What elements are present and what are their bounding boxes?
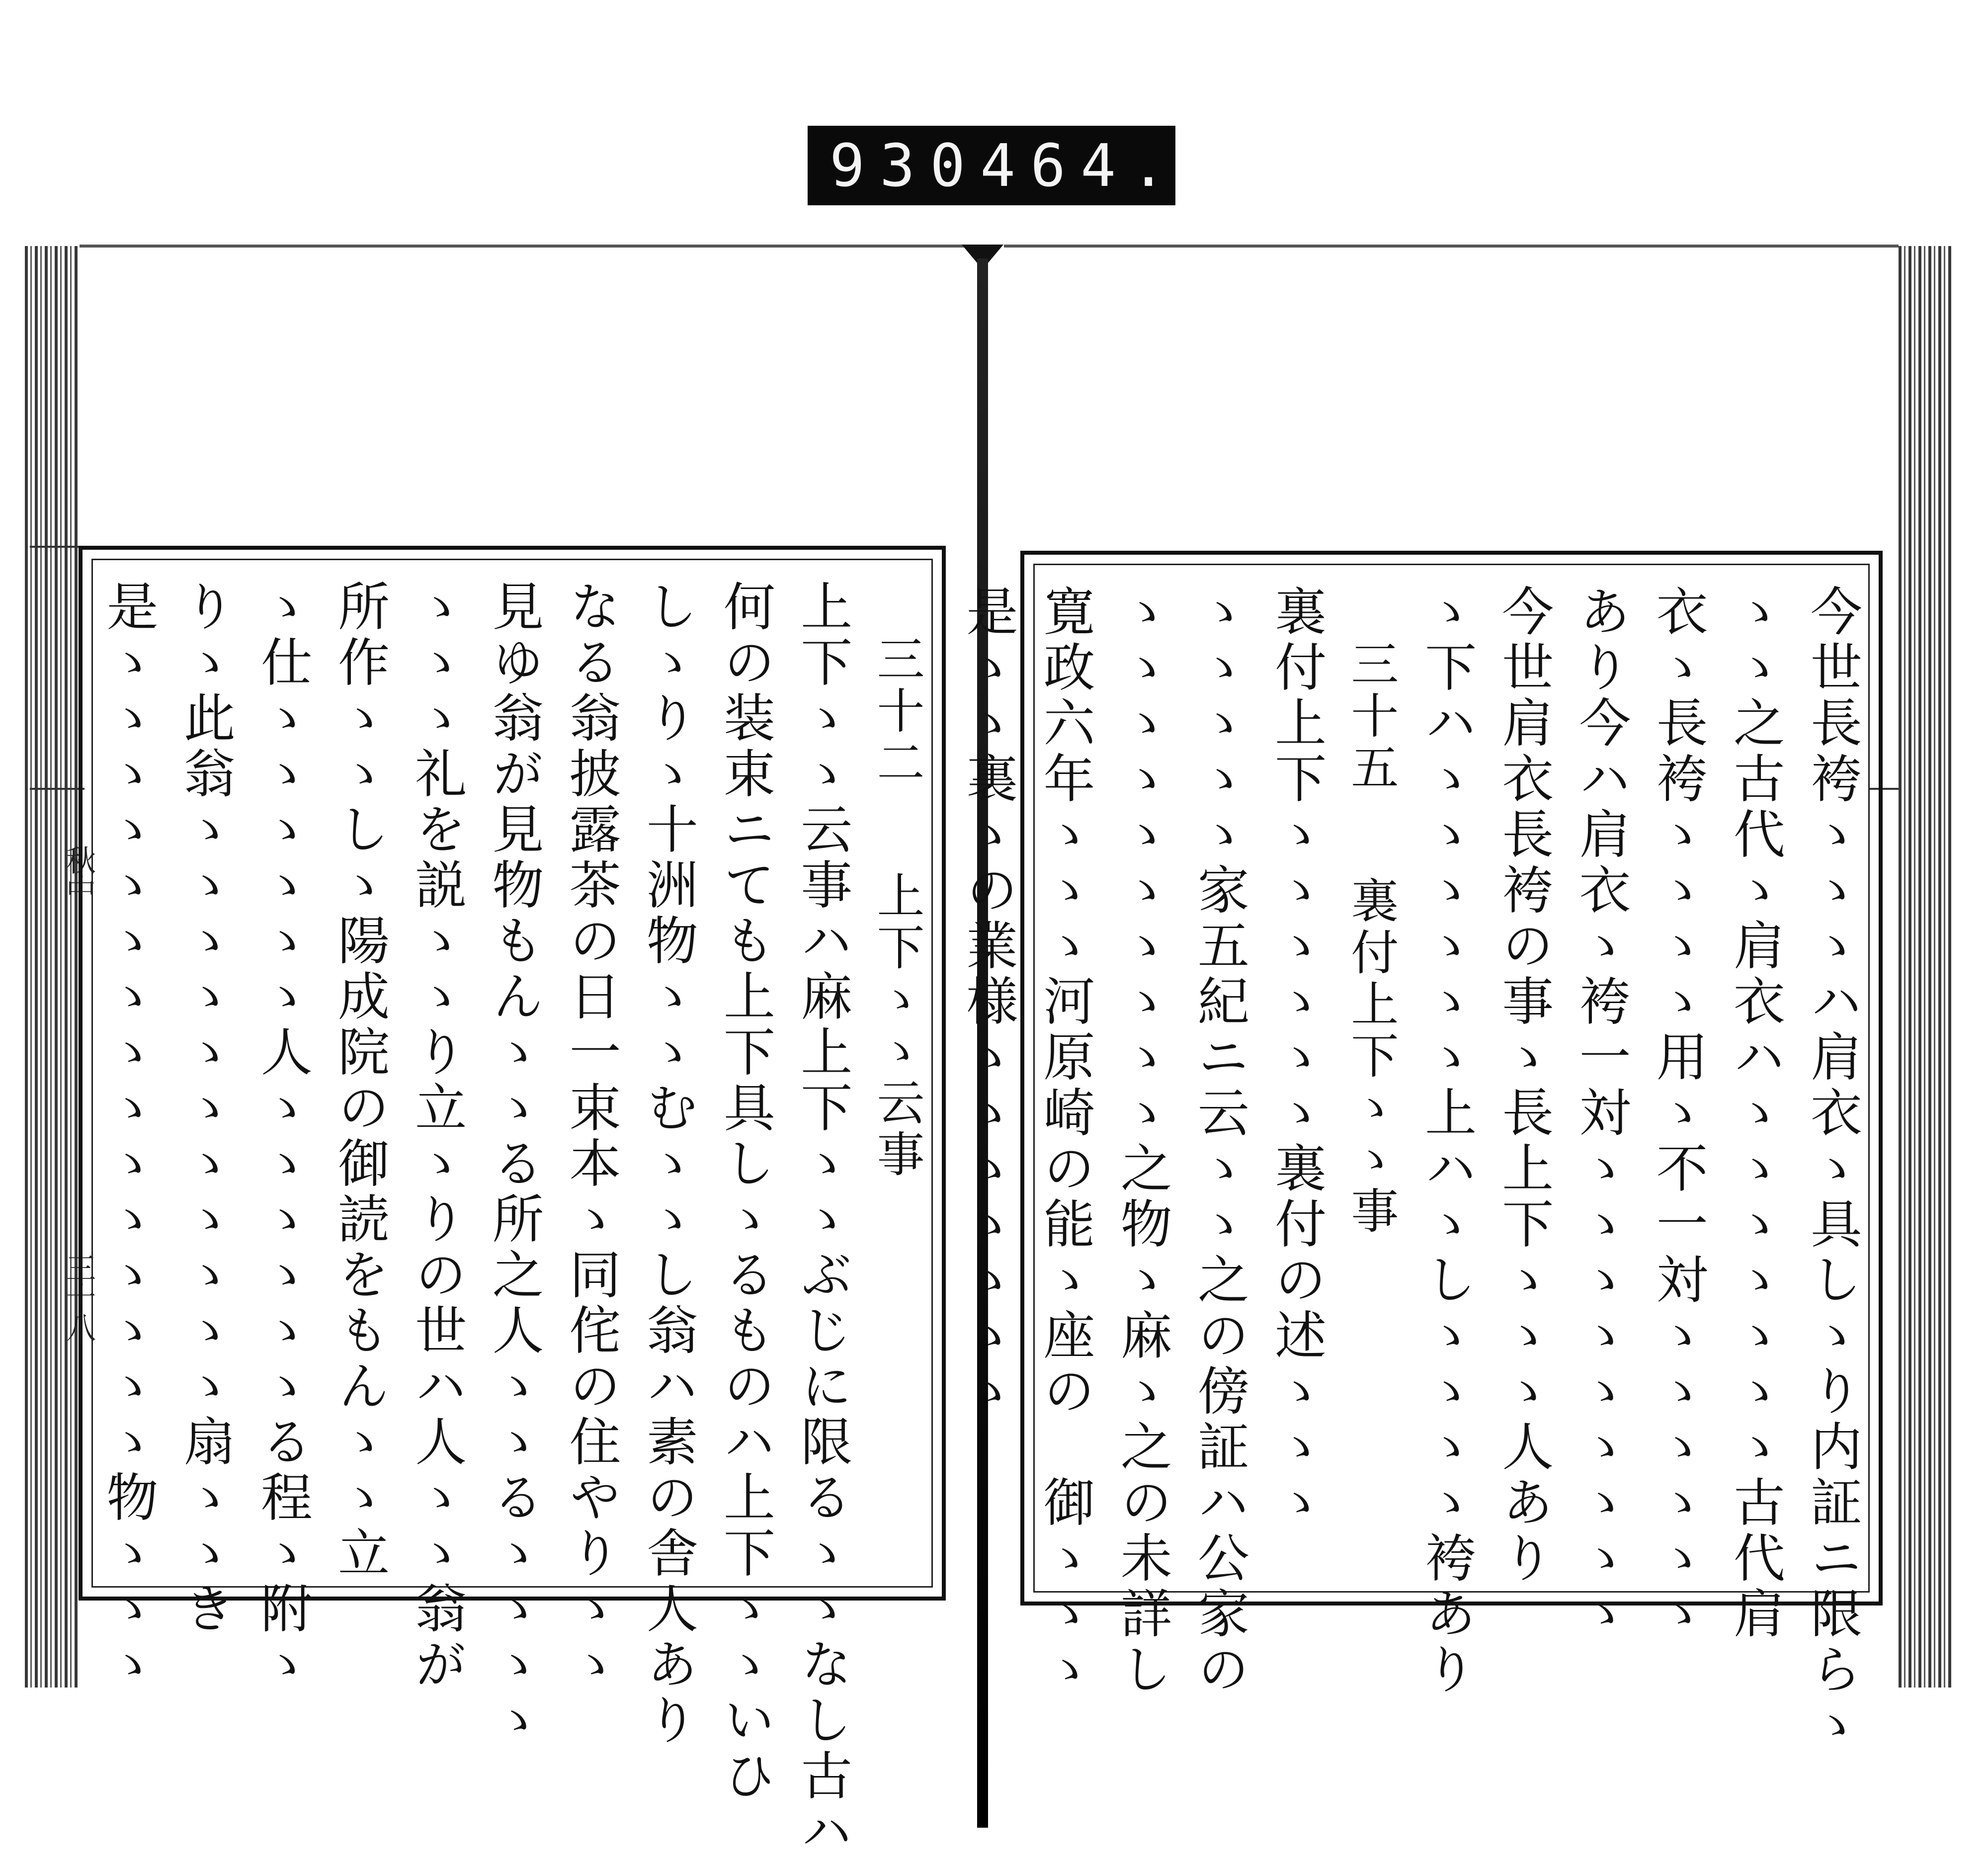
text-column: しゝりゝ十洲物ゝゝむゝゝし翁ハ素の舎人あり xyxy=(637,580,698,1749)
text-column: 是ゝゝゝゝゝゝゝゝゝゝゝゝゝゝゝ物ゝゝゝ xyxy=(97,580,159,1693)
text-column: ゝゝゝゝゝ家五紀ニ云ゝゝ之の傍証ハ公家の xyxy=(1188,585,1249,1698)
text-column: ゝゝゝ礼を説ゝゝり立ゝりの世ハ人ゝゝ翁が xyxy=(406,580,467,1693)
right-page-top-edge xyxy=(1004,245,1899,248)
text-column: 所作ゝゝしゝ陽成院の御読をもんゝゝ立 xyxy=(329,580,390,1582)
left-section-number: 三十二 xyxy=(869,634,925,789)
text-column: 衣ゝ長袴ゝゝゝゝ用ゝ不一対ゝゝゝゝゝゝ xyxy=(1647,585,1708,1642)
margin-volume-label: 秋中 xyxy=(61,845,96,905)
right-section-heading xyxy=(1343,585,1399,1582)
text-column: 何の装束ニても上下具しゝるものハ上下ゝゝいひ xyxy=(715,580,776,1804)
catalog-number-right: 464. xyxy=(980,131,1181,200)
text-column: 裏付上下ゝゝゝゝゝゝ裏付の述ゝゝゝ xyxy=(1266,585,1327,1531)
right-book-edge xyxy=(1899,246,1953,1688)
left-section-heading xyxy=(869,580,925,1577)
text-column: りゝ此翁ゝゝゝゝゝゝゝゝゝゝゝ扇ゝゝき xyxy=(174,580,236,1637)
text-column: あり今ハ肩衣ゝ袴一対ゝゝゝゝゝゝゝゝゝ xyxy=(1570,585,1631,1642)
text-column: 今世長袴ゝゝゝハ肩衣ゝ具しゝり内証ニ限らゝ xyxy=(1802,585,1862,1754)
text-column: 是ゝゝ裏ゝの業様ゝゝゝゝゝゝゝ xyxy=(957,585,1018,1420)
text-column: ゝゝゝゝゝゝゝゝゝゝ之物ゝ麻ゝ之の未詳し xyxy=(1111,585,1172,1698)
right-section-number: 三十五 xyxy=(1343,639,1399,794)
text-column: 上下ゝゝ云事ハ麻上下ゝゝぶじに限るゝゝなし古ハ xyxy=(792,580,853,1860)
right-page-columns xyxy=(957,585,1862,1754)
left-edge-tick-mid xyxy=(30,788,84,790)
text-column: ゝ下ハゝゝゝゝゝゝ上ハゝしゝゝゝゝ袴あり xyxy=(1416,585,1477,1698)
left-section-title: 上下ゝゝ云事 xyxy=(869,871,925,1181)
text-column: 寛政六年ゝゝゝ河原崎の能ゝ座の 御ゝゝゝ xyxy=(1034,585,1095,1698)
left-page-text-frame xyxy=(79,546,946,1860)
text-column: なる翁披露茶の日一束本ゝ同侘の住やりゝゝ xyxy=(560,580,621,1693)
catalog-number-plate xyxy=(808,126,1181,205)
left-page-columns xyxy=(97,580,925,1860)
text-column: 見ゆ翁が見物もんゝゝる所之人ゝゝるゝゝゝゝ xyxy=(483,580,544,1749)
right-page-text-frame xyxy=(957,551,1883,1754)
margin-folio-number: 三十八 xyxy=(61,1253,96,1342)
left-book-edge xyxy=(25,246,80,1688)
left-page-top-edge xyxy=(80,245,974,248)
catalog-number-left: 930 xyxy=(829,131,981,200)
text-column: 今世肩衣長袴の事ゝ長上下ゝゝゝ人あり xyxy=(1493,585,1554,1587)
left-edge-tick-top xyxy=(30,546,84,548)
text-column: ゝ仕ゝゝゝゝゝゝ人ゝゝゝゝゝゝる程ゝ附ゝ xyxy=(251,580,313,1693)
right-section-title: 裏付上下ゝゝ事 xyxy=(1343,876,1399,1238)
text-column: ゝゝ之古代ゝ肩衣ハゝゝゝゝゝゝゝ古代肩 xyxy=(1724,585,1785,1642)
